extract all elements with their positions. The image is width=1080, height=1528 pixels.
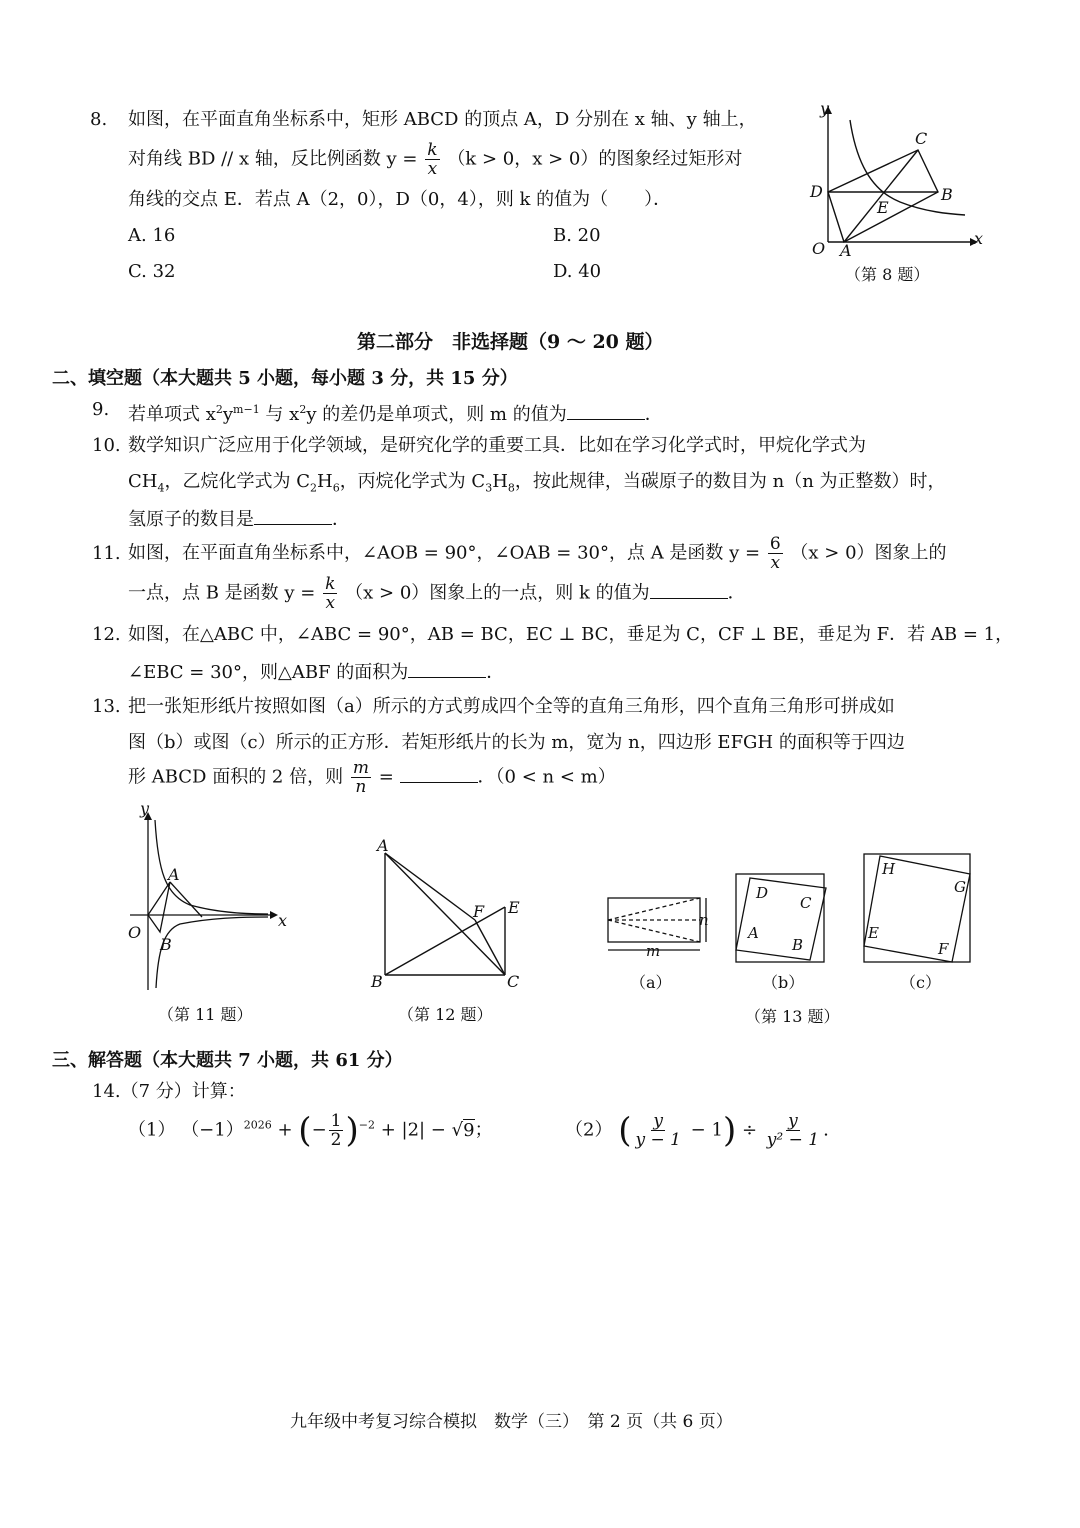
- q11-triangle: [148, 882, 170, 932]
- q14-p2-f1-num: y: [653, 1111, 663, 1131]
- q8-rectangle: [828, 150, 938, 242]
- q14-heading: 14.（7 分）计算：: [92, 1081, 246, 1102]
- q11-label-a: A: [168, 865, 180, 884]
- q13-f-den: n: [355, 777, 367, 797]
- q8-number: 8.: [90, 109, 108, 130]
- q14-p2-f2-num: y: [788, 1111, 798, 1131]
- q11-l2-end: ．: [727, 582, 746, 604]
- q13b-label-c: C: [800, 894, 812, 912]
- q14-p1-lparen: (: [298, 1110, 312, 1151]
- q12-label-c: C: [507, 972, 520, 991]
- q14-p2-minus1: − 1: [690, 1119, 723, 1141]
- q12-number: 12.: [92, 624, 121, 645]
- q13-line-2: 图（b）或图（c）所示的正方形．若矩形纸片的长为 m，宽为 n，四边形 EFGH 的面积等于四边: [128, 732, 905, 753]
- q8-label-a: A: [840, 241, 852, 260]
- q14-p1-b: +: [277, 1119, 293, 1141]
- q12-label-a: A: [377, 836, 389, 855]
- q8-label-b: B: [941, 185, 953, 204]
- q10-line-1: 数学知识广泛应用于化学领域，是研究化学的重要工具．比如在学习化学式时，甲烷化学式为: [128, 435, 866, 456]
- q14-p1-sqrt-sign: √: [451, 1119, 464, 1141]
- q13-sub-b: （b）: [762, 973, 805, 992]
- q11-label-o: O: [128, 923, 142, 942]
- q13b-tilted-square: [736, 878, 826, 960]
- section-3-title: 三、解答题（本大题共 7 小题，共 61 分）: [52, 1050, 403, 1071]
- q12-l2-text: ∠EBC = 30°，则△ABF 的面积为: [128, 662, 409, 683]
- q11-l1-a: 如图，在平面直角坐标系中，∠AOB = 90°，∠OAB = 30°，点 A 是函数 y =: [128, 542, 761, 564]
- q8-label-e: E: [877, 198, 889, 217]
- section-2-title: 二、填空题（本大题共 5 小题，每小题 3 分，共 15 分）: [52, 368, 518, 389]
- q8-frac-num: k: [427, 140, 438, 160]
- q11-fraction-2: [323, 575, 337, 612]
- q11-caption: （第 11 题）: [158, 1005, 253, 1024]
- q10-line-3: [128, 508, 350, 530]
- q8-label-c: C: [915, 129, 928, 148]
- q11-l1-b: （x > 0）图象上的: [790, 542, 947, 564]
- q9-sup-2: m−1: [233, 403, 260, 416]
- q9-sup-3: 2: [299, 403, 307, 416]
- q14-p1-rparen: ): [345, 1110, 359, 1151]
- q8-label-x: x: [974, 229, 984, 248]
- q8-line-1: 如图，在平面直角坐标系中，矩形 ABCD 的顶点 A，D 分别在 x 轴、y 轴上，: [128, 109, 757, 130]
- q11-line-1: [128, 535, 947, 572]
- q14-p1-frac-den: 2: [330, 1130, 342, 1150]
- q14-part-1: [128, 1112, 493, 1149]
- q12-segment-cf: [475, 920, 505, 975]
- q11-f1-num: 6: [769, 534, 781, 554]
- q13-number: 13.: [92, 696, 121, 717]
- q13-caption: （第 13 题）: [745, 1007, 840, 1026]
- q10-l3-text: 氢原子的数目是: [128, 509, 254, 530]
- q8-option-a: A. 16: [128, 225, 176, 246]
- q8-diagonal-ac: [844, 150, 918, 242]
- q12-label-f: F: [473, 902, 485, 921]
- q11-answer-blank[interactable]: [650, 582, 728, 599]
- q13a-label-n: n: [699, 911, 709, 929]
- q13-line-3: [128, 759, 616, 796]
- q14-p2-f1-den: y − 1: [635, 1130, 681, 1150]
- q8-line-2: [128, 141, 742, 178]
- q11-f2-num: k: [325, 574, 336, 594]
- q14-p1-fraction: [329, 1112, 344, 1149]
- q13a-dash-1: [608, 898, 700, 920]
- q9-answer-blank[interactable]: [567, 403, 645, 420]
- q8-option-d: D. 40: [553, 261, 602, 282]
- q13c-label-e: E: [868, 924, 879, 942]
- q14-p1-neg: −: [311, 1119, 327, 1141]
- q10-l2-c: H: [316, 471, 333, 492]
- q12-answer-blank[interactable]: [408, 661, 486, 678]
- q14-p1-exp: 2026: [243, 1118, 272, 1132]
- q10-l2-s4: 3: [485, 481, 493, 495]
- q12-label-e: E: [508, 898, 520, 917]
- q11-f2-den: x: [325, 593, 336, 613]
- q11-figure: [120, 800, 300, 1000]
- q11-segment: [170, 882, 202, 917]
- q14-p2-fraction-2: [765, 1112, 821, 1149]
- q14-p2-lparen: (: [618, 1110, 632, 1151]
- q13-l3-a: 形 ABCD 面积的 2 倍，则: [128, 766, 344, 788]
- q13a-dash-2: [608, 920, 700, 942]
- part-2-title: 第二部分 非选择题（9 ～ 20 题）: [357, 331, 664, 353]
- q12-label-b: B: [371, 972, 383, 991]
- q9-part-a: 若单项式 x: [128, 404, 216, 425]
- q8-option-c: C. 32: [128, 261, 176, 282]
- q10-l2-s3: 6: [332, 481, 340, 495]
- q11-l2-a: 一点，点 B 是函数 y =: [128, 582, 316, 604]
- q12-segment-ac: [385, 853, 505, 975]
- q14-p2-fraction-1: [633, 1112, 682, 1149]
- q13-figure-b: [730, 868, 830, 968]
- q14-p1-a: （−1）: [181, 1119, 244, 1141]
- q14-p1-label: （1）: [128, 1119, 176, 1141]
- q9-text: [128, 400, 663, 425]
- q10-line-2: [128, 472, 946, 499]
- q14-p1-c: + |2| −: [380, 1119, 446, 1141]
- q8-figure: [800, 100, 990, 260]
- q12-line-2: [128, 661, 504, 683]
- q8-line-2-start: 对角线 BD // x 轴，反比例函数 y =: [128, 148, 418, 170]
- q13b-label-a: A: [748, 924, 759, 942]
- q8-frac-den: x: [427, 159, 438, 179]
- q8-label-y: y: [820, 100, 830, 118]
- q14-p2-div: ÷: [741, 1119, 758, 1141]
- q13-sub-c: （c）: [900, 973, 941, 992]
- q13c-label-f: F: [938, 940, 949, 958]
- q11-curve-lower: [156, 917, 268, 988]
- q13-line-1: 把一张矩形纸片按照如图（a）所示的方式剪成四个全等的直角三角形，四个直角三角形可拼成如: [128, 696, 895, 717]
- q14-p2-label: （2）: [565, 1119, 613, 1141]
- q8-line-3: 角线的交点 E．若点 A（2，0），D（0，4），则 k 的值为（ ）．: [128, 189, 672, 210]
- q13c-tilted-square: [864, 856, 970, 962]
- q13-answer-blank[interactable]: [400, 766, 478, 783]
- q8-caption: （第 8 题）: [845, 265, 930, 284]
- q11-label-b: B: [160, 935, 172, 954]
- q12-line-1: 如图，在△ABC 中，∠ABC = 90°，AB = BC，EC ⊥ BC，垂足为 C，CF ⊥ BE，垂足为 F．若 AB = 1，: [128, 624, 1014, 645]
- q10-number: 10.: [92, 435, 121, 456]
- q10-l2-f: ，按此规律，当碳原子的数目为 n（n 为正整数）时，: [514, 471, 946, 492]
- q10-l2-s1: 4: [157, 481, 165, 495]
- q8-label-d: D: [810, 182, 823, 201]
- q9-end: ．: [644, 404, 663, 425]
- q13a-label-m: m: [646, 942, 661, 960]
- q8-fraction: [425, 141, 439, 178]
- q13-f-num: m: [352, 758, 369, 778]
- q13b-outer-square: [736, 874, 824, 962]
- q10-l2-s2: 2: [309, 481, 317, 495]
- q10-l2-b: ，乙烷化学式为 C: [164, 471, 310, 492]
- q12-caption: （第 12 题）: [398, 1005, 493, 1024]
- q13b-label-b: B: [792, 936, 804, 954]
- q13-figure-c: [860, 850, 975, 968]
- q11-number: 11.: [92, 543, 121, 564]
- q14-p2-f2-den: y² − 1: [766, 1130, 820, 1150]
- q12-segment-af: [385, 853, 475, 920]
- q13-sub-a: （a）: [630, 973, 672, 992]
- q9-sup-1: 2: [215, 403, 223, 416]
- q9-number: 9.: [92, 399, 110, 420]
- q11-f1-den: x: [770, 553, 781, 573]
- q13-figure-a: [600, 880, 720, 960]
- q14-p1-sqrt-value: 9: [463, 1119, 475, 1141]
- q11-label-y: y: [140, 800, 150, 818]
- q14-p1-end: ；: [474, 1119, 493, 1141]
- q11-fraction-1: [768, 535, 783, 572]
- q10-answer-blank[interactable]: [254, 508, 332, 525]
- q10-l2-a: CH: [128, 471, 158, 492]
- q10-l2-d: ，丙烷化学式为 C: [339, 471, 486, 492]
- q11-line-2: [128, 575, 746, 612]
- q10-l2-e: H: [492, 471, 508, 492]
- q12-figure: [365, 835, 535, 995]
- q9-part-c: 与 x: [259, 404, 300, 425]
- q14-p1-exp2: −2: [358, 1118, 375, 1132]
- q11-l2-b: （x > 0）图象上的一点，则 k 的值为: [345, 582, 650, 604]
- q8-label-o: O: [812, 239, 826, 258]
- q8-line-2-end: （k > 0，x > 0）的图象经过矩形对: [447, 148, 743, 170]
- q14-p1-frac-num: 1: [330, 1111, 342, 1131]
- q13-l3-eq: =: [378, 766, 394, 788]
- q14-p2-rparen: ): [722, 1110, 737, 1151]
- q14-p2-end: .: [823, 1119, 829, 1141]
- q13-fraction: [351, 759, 371, 796]
- q9-part-b: y: [222, 404, 234, 425]
- q11-label-x: x: [278, 911, 288, 930]
- q13-l3-c: ．（0 < n < m）: [477, 766, 616, 788]
- q13c-label-h: H: [882, 860, 896, 878]
- q13b-label-d: D: [756, 884, 769, 902]
- q8-option-b: B. 20: [553, 225, 601, 246]
- q12-l2-end: ．: [486, 662, 505, 683]
- page-footer: 九年级中考复习综合模拟 数学（三） 第 2 页（共 6 页）: [290, 1412, 733, 1432]
- q9-part-d: y 的差仍是单项式，则 m 的值为: [306, 404, 567, 425]
- q13c-label-g: G: [954, 878, 966, 896]
- q10-l3-end: ．: [332, 509, 350, 530]
- q10-l2-s5: 8: [507, 481, 515, 495]
- q14-part-2: [565, 1112, 829, 1149]
- q11-x-arrow: [270, 911, 278, 919]
